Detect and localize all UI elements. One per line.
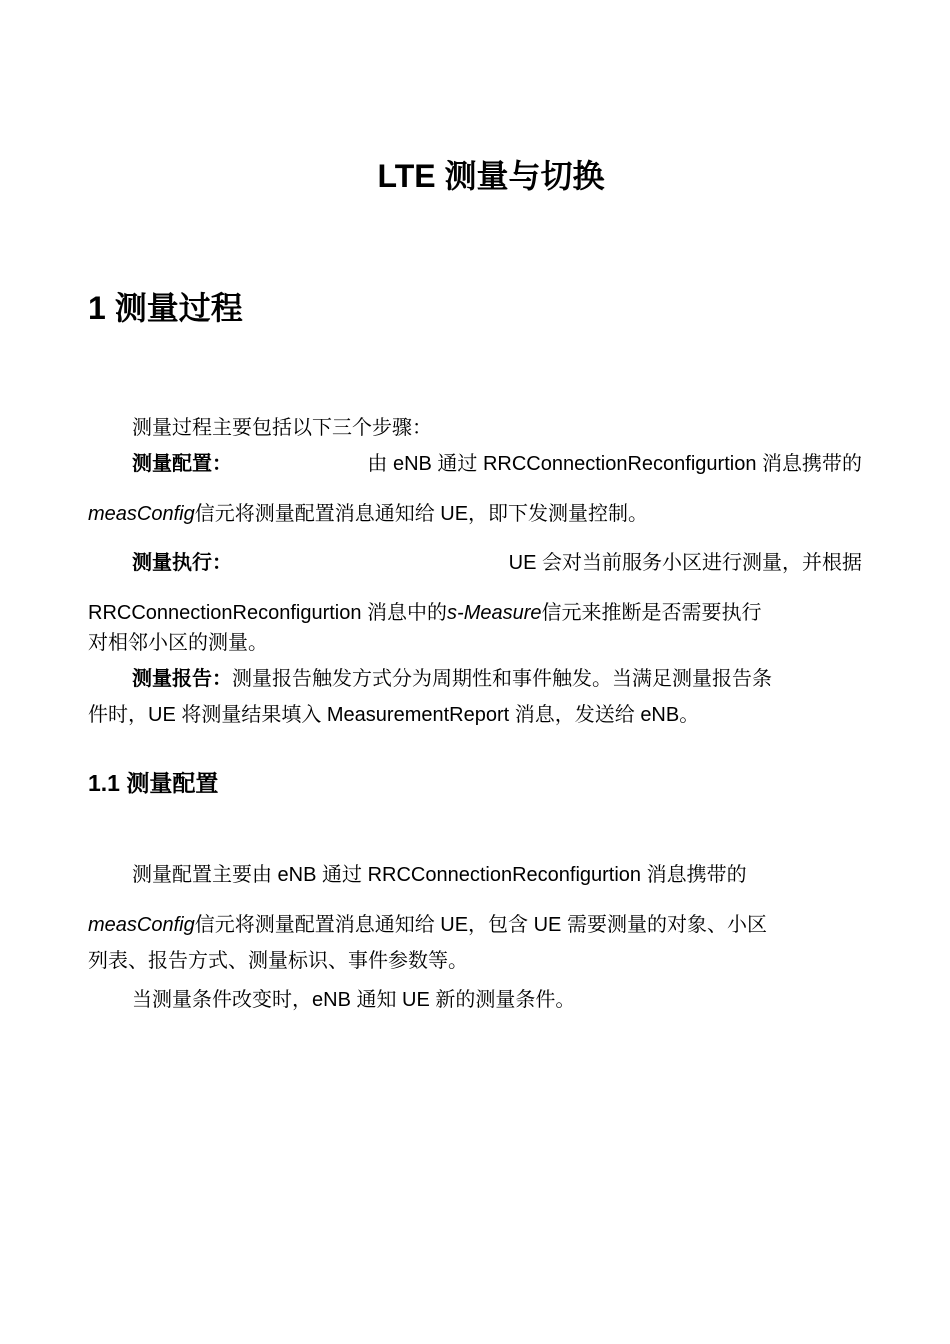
config-line-1 xyxy=(88,450,862,478)
para3-text: 当测量条件改变时，eNB 通知 UE 新的测量条件。 xyxy=(132,989,576,1011)
report-paragraph xyxy=(88,661,862,733)
report-line1-text: 测量报告触发方式分为周期性和事件触发。当满足测量报告条 xyxy=(232,668,772,690)
document-title: LTE 测量与切换 xyxy=(377,158,605,194)
para2-line2-text: 信元将测量配置消息通知给 UE，包含 UE 需要测量的对象、小区 xyxy=(194,914,767,936)
para2-line-3: 列表、报告方式、测量标识、事件参数等。 xyxy=(88,950,468,972)
section-heading-1-1: 1.1 测量配置 xyxy=(88,770,219,796)
section-heading-1: 1 测量过程 xyxy=(88,290,243,326)
exec-line-1 xyxy=(88,549,862,577)
exec-line1-text: UE 会对当前服务小区进行测量，并根据 xyxy=(508,552,862,574)
intro-paragraph xyxy=(88,414,862,442)
exec-line2-post: 信元来推断是否需要执行 xyxy=(541,602,762,624)
report-line-1 xyxy=(88,661,862,697)
exec-label: 测量执行： xyxy=(132,552,232,574)
intro-text: 测量过程主要包括以下三个步骤： xyxy=(132,417,432,439)
config-line-2 xyxy=(88,500,862,528)
config-line2-text: 信元将测量配置消息通知给 UE，即下发测量控制。 xyxy=(194,503,649,525)
exec-line2-pre: RRCConnectionReconfigurtion 消息中的 xyxy=(88,602,448,624)
exec-line-2 xyxy=(88,599,862,627)
exec-paragraph xyxy=(88,549,862,657)
report-line-2: 件时，UE 将测量结果填入 MeasurementReport 消息，发送给 eNB。 xyxy=(88,704,700,726)
config-italic: measConfig xyxy=(88,503,195,525)
report-label: 测量报告： xyxy=(132,668,232,690)
config-detail-paragraph xyxy=(88,861,862,975)
condition-paragraph xyxy=(88,986,862,1014)
config-paragraph xyxy=(88,450,862,528)
exec-line-3: 对相邻小区的测量。 xyxy=(88,632,268,654)
config-line1-text: 由 eNB 通过 RRCConnectionReconfigurtion 消息携带的 xyxy=(367,453,862,475)
para2-line-2 xyxy=(88,911,862,939)
config-label: 测量配置： xyxy=(132,453,232,475)
para2-italic: measConfig xyxy=(88,914,195,936)
para2-line-1: 测量配置主要由 eNB 通过 RRCConnectionReconfigurtion 消息携带的 xyxy=(132,864,747,886)
exec-italic: s-Measure xyxy=(447,602,542,624)
